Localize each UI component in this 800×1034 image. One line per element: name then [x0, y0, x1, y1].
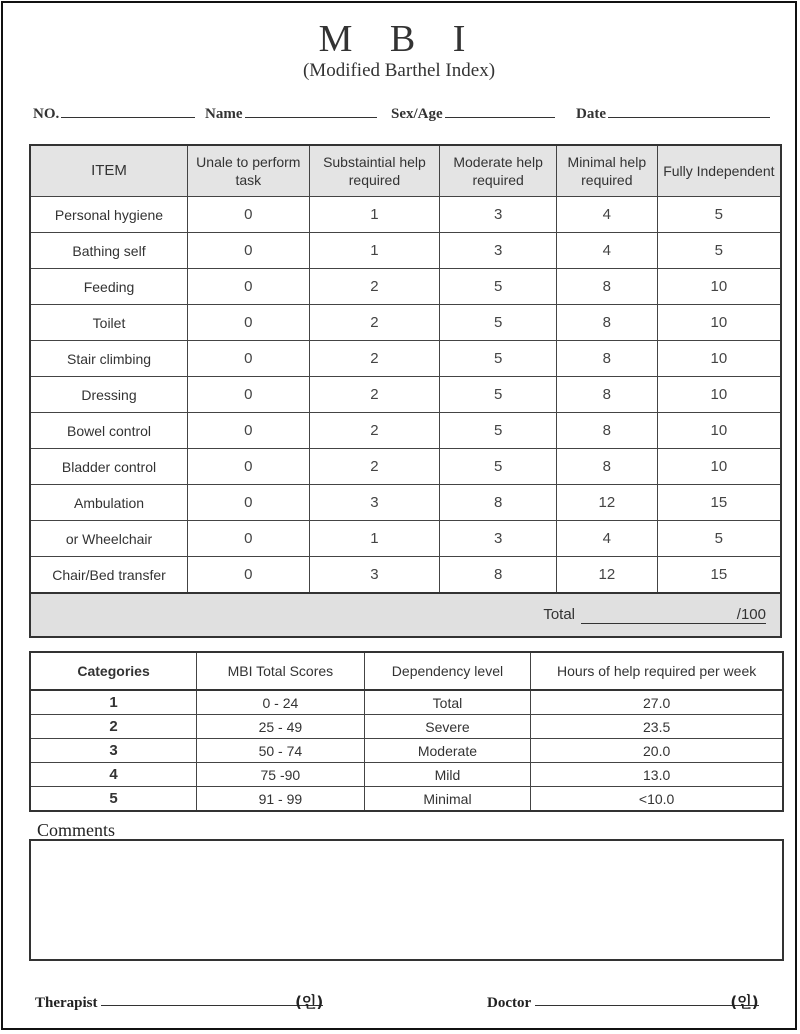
category-number: 2	[30, 715, 197, 739]
name-blank[interactable]	[245, 103, 377, 118]
score-cell[interactable]: 5	[440, 269, 557, 305]
score-range: 75 -90	[197, 763, 365, 787]
score-range: 50 - 74	[197, 739, 365, 763]
score-cell[interactable]: 5	[440, 377, 557, 413]
dependency-level: Total	[364, 690, 531, 715]
category-number: 5	[30, 787, 197, 812]
score-cell[interactable]: 5	[440, 413, 557, 449]
table-row	[30, 197, 781, 233]
score-table	[29, 144, 782, 638]
no-label: NO.	[33, 106, 60, 122]
score-cell[interactable]: 4	[556, 233, 657, 269]
table-row	[30, 763, 783, 787]
sex-age-label: Sex/Age	[391, 106, 443, 122]
item-name: Ambulation	[30, 485, 188, 521]
total-cell	[30, 593, 781, 637]
header-categories: Categories	[30, 652, 197, 690]
name-field[interactable]	[205, 103, 377, 123]
therapist-seal-mark: (인)	[295, 993, 324, 1011]
score-cell[interactable]: 8	[556, 305, 657, 341]
header-mbi-total: MBI Total Scores	[197, 652, 365, 690]
item-name: Chair/Bed transfer	[30, 557, 188, 594]
score-header-row	[30, 145, 781, 197]
table-row	[30, 739, 783, 763]
table-row	[30, 690, 783, 715]
date-label: Date	[576, 106, 606, 122]
dependency-level: Mild	[364, 763, 531, 787]
sex-age-field[interactable]	[391, 103, 555, 123]
header-independent: Fully Independent	[657, 145, 781, 197]
hours-per-week: 23.5	[531, 715, 783, 739]
item-name: Dressing	[30, 377, 188, 413]
form-title: M B I	[318, 18, 480, 60]
header-dependency: Dependency level	[364, 652, 531, 690]
score-cell[interactable]: 2	[309, 269, 440, 305]
score-cell[interactable]: 12	[556, 485, 657, 521]
score-range: 0 - 24	[197, 690, 365, 715]
table-row	[30, 485, 781, 521]
item-name: or Wheelchair	[30, 521, 188, 557]
score-cell[interactable]: 8	[440, 557, 557, 594]
category-number: 3	[30, 739, 197, 763]
score-cell[interactable]: 3	[309, 557, 440, 594]
total-input[interactable]	[581, 606, 766, 624]
category-table	[29, 651, 784, 812]
score-cell[interactable]: 3	[440, 197, 557, 233]
score-cell[interactable]: 8	[440, 485, 557, 521]
score-cell[interactable]: 0	[188, 269, 310, 305]
table-row	[30, 341, 781, 377]
item-name: Toilet	[30, 305, 188, 341]
no-field[interactable]	[33, 103, 195, 123]
score-range: 25 - 49	[197, 715, 365, 739]
item-name: Stair climbing	[30, 341, 188, 377]
score-cell[interactable]: 8	[556, 413, 657, 449]
item-name: Bathing self	[30, 233, 188, 269]
hours-per-week: 27.0	[531, 690, 783, 715]
score-cell[interactable]: 0	[188, 305, 310, 341]
item-name: Bowel control	[30, 413, 188, 449]
score-cell[interactable]: 12	[556, 557, 657, 594]
table-row	[30, 449, 781, 485]
score-cell[interactable]: 8	[556, 449, 657, 485]
score-cell[interactable]: 0	[188, 233, 310, 269]
total-label: Total	[543, 606, 575, 623]
score-cell[interactable]: 2	[309, 341, 440, 377]
table-row	[30, 521, 781, 557]
score-cell[interactable]: 10	[657, 377, 781, 413]
score-cell[interactable]: 2	[309, 305, 440, 341]
header-substantial: Substaintial help required	[309, 145, 440, 197]
therapist-signature-line[interactable]	[101, 991, 324, 1011]
mbi-form	[1, 1, 797, 1030]
score-cell[interactable]: 10	[657, 449, 781, 485]
score-cell[interactable]: 0	[188, 377, 310, 413]
item-name: Feeding	[30, 269, 188, 305]
dependency-level: Minimal	[364, 787, 531, 812]
score-cell[interactable]: 8	[556, 377, 657, 413]
doctor-seal-mark: (인)	[730, 993, 759, 1011]
doctor-label: Doctor	[487, 995, 531, 1011]
table-row	[30, 269, 781, 305]
item-name: Personal hygiene	[30, 197, 188, 233]
score-cell[interactable]: 5	[440, 305, 557, 341]
total-row	[30, 593, 781, 637]
hours-per-week: 20.0	[531, 739, 783, 763]
score-cell[interactable]: 3	[309, 485, 440, 521]
header-unable: Unale to perform task	[188, 145, 310, 197]
table-row	[30, 233, 781, 269]
category-header-row	[30, 652, 783, 690]
category-number: 1	[30, 690, 197, 715]
score-cell[interactable]: 5	[440, 341, 557, 377]
score-cell[interactable]: 0	[188, 341, 310, 377]
score-cell[interactable]: 8	[556, 269, 657, 305]
score-cell[interactable]: 5	[440, 449, 557, 485]
dependency-level: Severe	[364, 715, 531, 739]
score-cell[interactable]: 1	[309, 197, 440, 233]
score-cell[interactable]: 0	[188, 197, 310, 233]
no-blank[interactable]	[61, 103, 195, 118]
header-minimal: Minimal help required	[556, 145, 657, 197]
score-cell[interactable]: 10	[657, 413, 781, 449]
item-name: Bladder control	[30, 449, 188, 485]
header-moderate: Moderate help required	[440, 145, 557, 197]
hours-per-week: 13.0	[531, 763, 783, 787]
therapist-signature[interactable]	[35, 991, 323, 1012]
score-cell[interactable]: 5	[657, 197, 781, 233]
dependency-level: Moderate	[364, 739, 531, 763]
score-cell[interactable]: 8	[556, 341, 657, 377]
table-row	[30, 305, 781, 341]
category-number: 4	[30, 763, 197, 787]
table-row	[30, 715, 783, 739]
score-cell[interactable]: 15	[657, 485, 781, 521]
score-cell[interactable]: 2	[309, 377, 440, 413]
score-cell[interactable]: 2	[309, 413, 440, 449]
header-hours: Hours of help required per week	[531, 652, 783, 690]
score-cell[interactable]: 5	[657, 521, 781, 557]
score-cell[interactable]: 1	[309, 233, 440, 269]
score-cell[interactable]: 0	[188, 449, 310, 485]
score-cell[interactable]: 5	[657, 233, 781, 269]
table-row	[30, 413, 781, 449]
score-cell[interactable]: 0	[188, 485, 310, 521]
total-max: /100	[736, 606, 766, 623]
score-range: 91 - 99	[197, 787, 365, 812]
score-cell[interactable]: 15	[657, 557, 781, 594]
table-row	[30, 377, 781, 413]
score-cell[interactable]: 3	[440, 233, 557, 269]
table-row	[30, 787, 783, 812]
score-cell[interactable]: 4	[556, 521, 657, 557]
doctor-signature-line[interactable]	[535, 991, 759, 1011]
score-cell[interactable]: 2	[309, 449, 440, 485]
header-item: ITEM	[30, 145, 188, 197]
table-row	[30, 557, 781, 594]
comments-box[interactable]	[29, 839, 784, 961]
form-subtitle: (Modified Barthel Index)	[302, 60, 496, 81]
sex-age-blank[interactable]	[445, 103, 555, 118]
name-label: Name	[205, 106, 243, 122]
score-cell[interactable]: 10	[657, 341, 781, 377]
score-cell[interactable]: 3	[440, 521, 557, 557]
score-cell[interactable]: 0	[188, 521, 310, 557]
score-cell[interactable]: 0	[188, 557, 310, 594]
hours-per-week: <10.0	[531, 787, 783, 812]
comments-label: Comments	[37, 820, 116, 840]
score-cell[interactable]: 10	[657, 305, 781, 341]
therapist-label: Therapist	[35, 995, 98, 1011]
date-blank[interactable]	[608, 103, 770, 118]
doctor-signature[interactable]	[487, 991, 759, 1012]
score-cell[interactable]: 1	[309, 521, 440, 557]
score-cell[interactable]: 4	[556, 197, 657, 233]
date-field[interactable]	[576, 103, 770, 123]
score-cell[interactable]: 0	[188, 413, 310, 449]
score-cell[interactable]: 10	[657, 269, 781, 305]
